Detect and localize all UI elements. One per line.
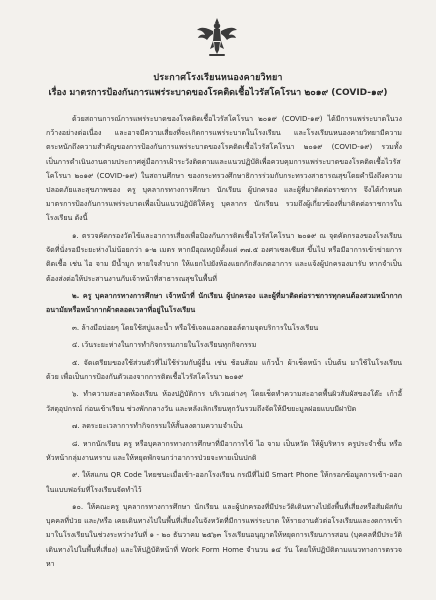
measure-item: ๕. จัดเตรียมของใช้ส่วนตัวที่ไม่ใช้ร่วมกับผู้อื่น เช่น ช้อนส้อม แก้วน้ำ ผ้าเช็ดหน้า เป็นต้น มาใช้ในโรงเรียน ด้วย เพื่อเป็นการป้องกันตัวเองจากการติดเชื้อไวรัสโคโรนา ๒๐๑๙ — [46, 357, 402, 381]
measure-item: ๙. ให้สแกน QR Code ไทยชนะเมื่อเข้า-ออกโรงเรียน กรณีที่ไม่มี Smart Phone ให้กรอกข้อมูลการเข้า-ออกในแบบฟอร์มที่โรงเรียนจัดทำไว้ — [46, 470, 402, 494]
announcement-title: ประกาศโรงเรียนหนองคายวิทยา — [153, 73, 283, 83]
measure-item: ๔. เว้นระยะห่างในการทำกิจกรรมภายในโรงเรียนทุกกิจกรรม — [72, 340, 257, 350]
measure-item: ๑๐. ให้คณะครู บุคลากรทางการศึกษา นักเรียน และผู้ปกครองที่มีประวัติเดินทางไปยังพื้นที่เสี่ยงหรือสัมผัสกับบุคคลที่ป่วย และ/หรือ เคยเดินทางไปในพื้นที่เสี่ยงในจังหวัดที่มีการแพร่ระบาด ให้รายงานตัวต่อโรงเรียนและงดการเข้ามาในโรงเรียนในช่วงระหว่างวันที่ ๑ - ๒๐ ธันวาคม ๒๕๖๓ โรงเรียนอนุญาตให้หยุดการเรียนการสอน (บุคคลที่มีประวัติเดินทางไปในพื้นที่เสี่ยง) และให้ปฏิบัติหน้าที่ Work Form Home จำนวน ๑๔ วัน โดยให้ปฏิบัติตามแนวทางการตรวจหา — [46, 502, 402, 568]
measure-item: ๖. ทำความสะอาดห้องเรียน ห้องปฏิบัติการ บริเวณต่างๆ โดยเช็ดทำความสะอาดพื้นผิวสัมผัสของโต๊ะ เก้าอี้ วัสดุอุปกรณ์ ก่อนเข้าเรียน ช่วงพักกลางวัน และหลังเลิกเรียนทุกวันรวมถึงจัดให้มีขยะมูลฝอยแบบมีฝาปิด — [46, 389, 402, 413]
measure-item: ๗. ลดระยะเวลาการทำกิจกรรมให้สั้นลงตามความจำเป็น — [72, 421, 243, 431]
measure-item: ๓. ล้างมือบ่อยๆ โดยใช้สบู่และน้ำ หรือใช้เจลแอลกอฮอล์ตามจุดบริการในโรงเรียน — [72, 322, 319, 332]
garuda-emblem-icon — [193, 14, 241, 62]
announcement-subject: เรื่อง มาตรการป้องกันการแพร่ระบาดของโรคติดเชื้อไวรัสโคโรนา ๒๐๑๙ (COVID-๑๙) — [48, 88, 388, 98]
measure-item: ๘. หากนักเรียน ครู หรือบุคลากรทางการศึกษาที่มีอาการไข้ ไอ จาม เป็นหวัด ให้ผู้บริหาร ครูประจำชั้น หรือหัวหน้ากลุ่มงานทราบ และให้หยุดพักจนกว่าอาการป่วยจะหายเป็นปกติ — [46, 438, 402, 462]
measure-item: ๒. ครู บุคลากรทางการศึกษา เจ้าหน้าที่ นักเรียน ผู้ปกครอง และผู้ที่มาติดต่อราชการทุกคนต้องสวมหน้ากากอนามัยหรือหน้ากากผ้าตลอดเวลาที่อยู่ในโรงเรียน — [46, 291, 402, 315]
measure-item: ๑. ตรวจคัดกรองวัดไข้และอาการเสี่ยงเพื่อป้องกันการติดเชื้อไวรัสโคโรนา ๒๐๑๙ ณ จุดคัดกรองของโรงเรียน จัดที่นั่งรอมีระยะห่างไม่น้อยกว่า ๑-๒ เมตร หากมีอุณหภูมิตั้งแต่ ๓๗.๕ องศาเซลเซียส ขึ้นไป หรือมีอาการเข้าข่ายการติดเชื้อ เช่น ไอ จาม มีน้ำมูก หายใจลำบาก ให้แยกไปยังห้องแยกกักสังเกตอาการ และแจ้งผู้ปกครองมารับ หากจำเป็นต้องส่งต่อให้ประสานงานกับเจ้าหน้าที่สาธารณสุขในพื้นที่ — [46, 230, 402, 283]
intro-paragraph: ด้วยสถานการณ์การแพร่ระบาดของโรคติดเชื้อไวรัสโคโรนา ๒๐๑๙ (COVID-๑๙) ได้มีการแพร่ระบาดในวงกว้างอย่างต่อเนื่อง และอาจมีความเสี่ยงที่จะเกิดการแพร่ระบาดในโรงเรียน และโรงเรียนหนองคายวิทยามีความตระหนักถึงความสำคัญของการป้องกันการแพร่ระบาดของโรคติดเชื้อไวรัสโคโรนา ๒๐๑๙ (COVID-๑๙) รวมทั้งเป็นการดำเนินงานตามประกาศคู่มือการเฝ้าระวังติดตามและแนวปฏิบัติเพื่อควบคุมการแพร่ระบาดของโรคติดเชื้อไวรัสโคโรนา ๒๐๑๙ (COVID-๑๙) ในสถานศึกษา ของกระทรวงศึกษาธิการร่วมกับกระทรวงสาธารณสุขโดยคำนึงถึงความปลอดภัยและสุขภาพของ ครู บุคลากรทางการศึกษา นักเรียน ผู้ปกครอง และผู้ที่มาติดต่อราชการ จึงได้กำหนดมาตรการป้องกันการแพร่ระบาดเพื่อเป็นแนวปฏิบัติให้ครู บุคลากร นักเรียน รวมถึงผู้เกี่ยวข้องที่มาติดต่อราชการในโรงเรียน ดังนี้ — [46, 114, 402, 223]
announcement-body — [46, 112, 402, 571]
